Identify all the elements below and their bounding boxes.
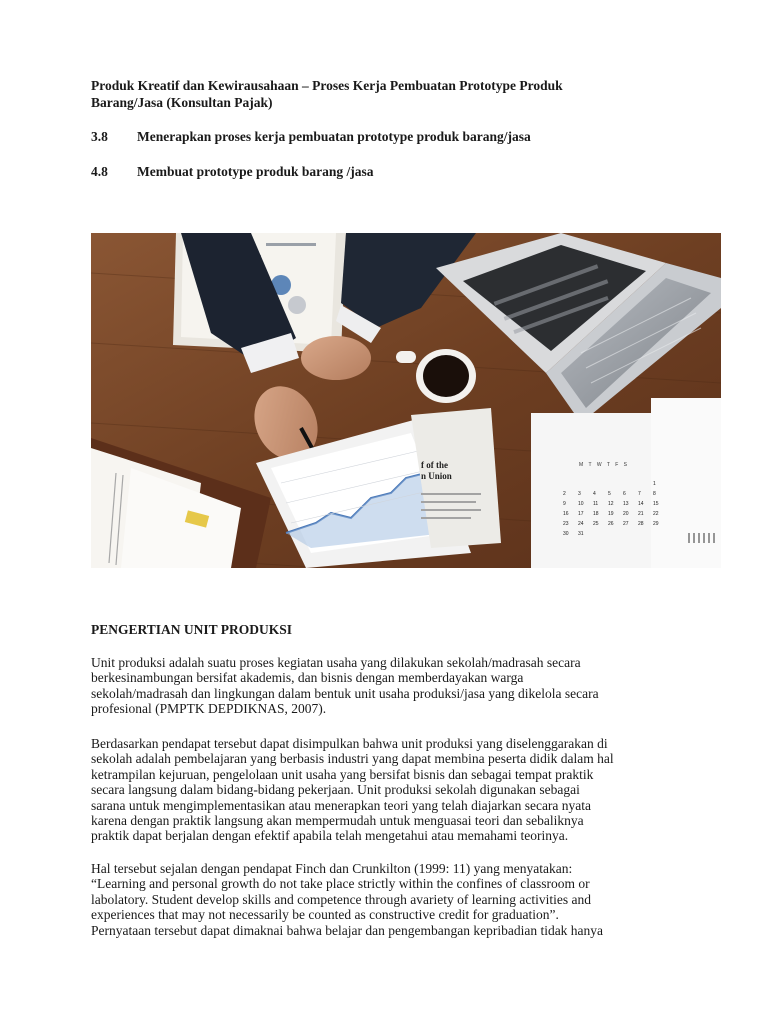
calendar-date: 26 <box>608 521 614 527</box>
paragraph-line: ketrampilan kejuruan, pengelolaan unit usaha yang bersifat bisnis dan sebagai tempat praktik <box>91 766 594 782</box>
paragraph-line: sekolah adalah pembelajaran yang berbasis industri yang dapat membina peserta didik dalam hal <box>91 751 614 767</box>
calendar-date: 12 <box>608 501 614 507</box>
objective-text: Menerapkan proses kerja pembuatan prototype produk barang/jasa <box>137 129 531 144</box>
paragraph-line: karena dengan praktik langsung akan mempermudah untuk menguasai teori dan sebaliknya <box>91 813 584 829</box>
calendar-date: 13 <box>623 501 629 507</box>
calendar-date: 10 <box>578 501 584 507</box>
title-line-1: Produk Kreatif dan Kewirausahaan – Proses Kerja Pembuatan Prototype Produk <box>91 78 563 93</box>
paragraph-3 <box>91 861 691 938</box>
paragraph-2 <box>91 736 691 844</box>
calendar-date: 18 <box>593 511 599 517</box>
calendar-date: 4 <box>593 491 596 497</box>
calendar-date: 16 <box>563 511 569 517</box>
calendar-date: 11 <box>593 501 599 507</box>
calendar-date: 6 <box>623 491 626 497</box>
paragraph-line: “Learning and personal growth do not take place strictly within the confines of classroom or <box>91 876 590 892</box>
calendar-date: 1 <box>653 481 656 487</box>
paragraph-line: profesional (PMPTK DEPDIKNAS, 2007). <box>91 701 327 717</box>
newspaper-headline-1: f of the <box>421 460 448 470</box>
objective-number: 3.8 <box>91 129 108 144</box>
calendar-date: 19 <box>608 511 614 517</box>
newspaper-headline-2: n Union <box>421 471 452 481</box>
paragraph-line: Hal tersebut sejalan dengan pendapat Finch dan Crunkilton (1999: 11) yang menyatakan: <box>91 861 573 876</box>
calendar-date: 5 <box>608 491 611 497</box>
paragraph-1 <box>91 655 691 717</box>
paragraph-line: sekolah/madrasah dan lingkungan dalam bentuk unit usaha produksi/jasa yang dikelola secara <box>91 685 599 701</box>
calendar-date: 31 <box>578 531 584 537</box>
objective-text: Membuat prototype produk barang /jasa <box>137 164 374 179</box>
calendar-date: 25 <box>593 521 599 527</box>
calendar-date: 3 <box>578 491 581 497</box>
calendar-date: 9 <box>563 501 566 507</box>
paragraph-line: berkesinambungan bersifat akademis, dan bisnis dengan memberdayakan warga <box>91 670 524 686</box>
calendar-date: 8 <box>653 491 656 497</box>
calendar-date: 15 <box>653 501 659 507</box>
calendar-date: 29 <box>653 521 659 527</box>
calendar-date: 2 <box>563 491 566 497</box>
calendar-date: 27 <box>623 521 629 527</box>
paragraph-line: labolatory. Student develop skills and competence through avariety of learning activities and <box>91 891 591 907</box>
paragraph-line: sarana untuk mengimplementasikan atau menerapkan teori yang telah diajarkan secara nyata <box>91 797 592 813</box>
calendar-date: 28 <box>638 521 644 527</box>
paragraph-line: secara langsung dalam bidang-bidang pekerjaan. Unit produksi sekolah digunakan sebagai <box>91 782 580 798</box>
calendar-date: 23 <box>563 521 569 527</box>
calendar-date: 22 <box>653 511 659 517</box>
desk-calendar <box>531 398 721 568</box>
paragraph-line: Pernyataan tersebut dapat dimaknai bahwa belajar dan pengembangan kepribadian tidak hanya <box>91 922 604 938</box>
title-line-2: Barang/Jasa (Konsultan Pajak) <box>91 95 273 110</box>
document-title <box>91 77 691 111</box>
calendar-date: 21 <box>638 511 644 517</box>
calendar-date: 30 <box>563 531 569 537</box>
calendar-date: 14 <box>638 501 644 507</box>
objective-number: 4.8 <box>91 164 108 179</box>
paragraph-line: praktik dapat berjalan dengan efektif apabila telah mengetahui atau memahami teorinya. <box>91 828 569 844</box>
calendar-date: 7 <box>638 491 641 497</box>
paragraph-line: experiences that may not necessarily be counted as constructive credit for graduation”. <box>91 907 559 923</box>
business-desk-photo <box>91 233 721 568</box>
paragraph-line: Berdasarkan pendapat tersebut dapat disimpulkan bahwa unit produksi yang diselenggarakan di <box>91 736 608 751</box>
section-heading: PENGERTIAN UNIT PRODUKSI <box>91 622 293 637</box>
calendar-date: 17 <box>578 511 584 517</box>
calendar-weekdays: M T W T F S <box>579 462 629 468</box>
paragraph-line: Unit produksi adalah suatu proses kegiatan usaha yang dilakukan sekolah/madrasah secara <box>91 655 581 670</box>
calendar-date: 20 <box>623 511 629 517</box>
calendar-date: 24 <box>578 521 584 527</box>
